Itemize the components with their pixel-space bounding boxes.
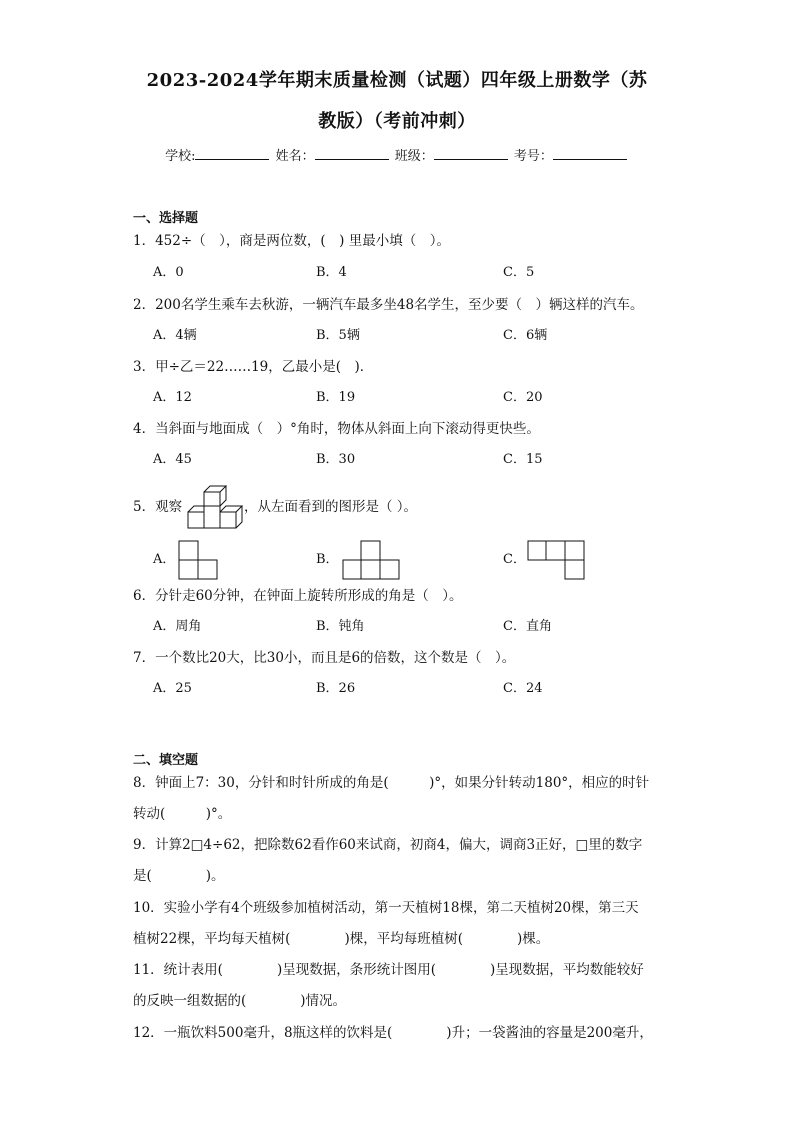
q1-option-c[interactable]: C．5	[503, 265, 535, 280]
q2-option-b[interactable]: B．5辆	[316, 328, 360, 343]
school-blank[interactable]	[195, 147, 269, 160]
q3-option-a[interactable]: A．12	[153, 390, 192, 405]
q2-option-a[interactable]: A．4辆	[153, 328, 197, 343]
q6-option-b[interactable]: B．钝角	[316, 619, 365, 634]
section-heading-fill-in: 二、填空题	[133, 753, 199, 768]
question-6: 6．分针走60分钟，在钟面上旋转所形成的角是（ ）。	[133, 588, 463, 604]
student-info-row	[0, 145, 794, 164]
question-5-after: ，从左面看到的图形是（ ）。	[244, 499, 418, 515]
school-label: 学校:	[165, 149, 196, 164]
q2-option-c[interactable]: C．6辆	[503, 328, 548, 343]
q7-option-c[interactable]: C．24	[503, 681, 543, 696]
section-heading-choice: 一、选择题	[133, 211, 199, 226]
question-9-line1: 9．计算2□4÷62，把除数62看作60来试商，初商4，偏大，调商3正好，□里的数字	[133, 837, 643, 853]
question-4: 4．当斜面与地面成（ ）°角时，物体从斜面上向下滚动得更快些。	[133, 421, 540, 437]
cube-stack-figure	[184, 484, 244, 532]
q3-option-b[interactable]: B．19	[316, 390, 356, 405]
exam-number-label: 考号：	[513, 149, 553, 164]
exam-title-line1: 2023-2024学年期末质量检测（试题）四年级上册数学（苏	[146, 70, 648, 91]
q5-option-b-figure	[342, 540, 400, 580]
q1-option-a[interactable]: A．0	[153, 265, 184, 280]
q5-option-b[interactable]: B．	[316, 552, 339, 567]
q5-option-c-figure	[527, 540, 585, 580]
q6-option-a[interactable]: A．周角	[153, 619, 202, 634]
question-10-line1: 10．实验小学有4个班级参加植树活动，第一天植树18棵，第二天植树20棵，第三天	[133, 900, 639, 916]
question-10-line2: 植树22棵，平均每天植树( )棵，平均每班植树( )棵。	[133, 931, 550, 947]
q7-option-a[interactable]: A．25	[153, 681, 192, 696]
question-9-line2: 是( )。	[133, 868, 225, 884]
question-7: 7．一个数比20大，比30小，而且是6的倍数，这个数是（ ）。	[133, 650, 516, 666]
question-12-line1: 12．一瓶饮料500毫升，8瓶这样的饮料是( )升；一袋酱油的容量是200毫升，	[133, 1025, 653, 1041]
q7-option-b[interactable]: B．26	[316, 681, 356, 696]
q4-option-a[interactable]: A．45	[153, 452, 192, 467]
question-1: 1．452÷（ ），商是两位数，( ) 里最小填（ ）。	[133, 233, 450, 249]
q5-option-a-figure	[178, 540, 218, 580]
q4-option-b[interactable]: B．30	[316, 452, 356, 467]
q1-option-b[interactable]: B．4	[316, 265, 347, 280]
question-8-line1: 8．钟面上7：30，分针和时针所成的角是( )°，如果分针转动180°，相应的时针	[133, 775, 650, 791]
q6-option-c[interactable]: C．直角	[503, 619, 552, 634]
question-8-line2: 转动( )°。	[133, 806, 232, 822]
question-2: 2．200名学生乘车去秋游，一辆汽车最多坐48名学生，至少要（ ）辆这样的汽车。	[133, 297, 644, 313]
name-blank[interactable]	[315, 147, 389, 160]
question-5-before: 5．观察	[133, 499, 183, 515]
name-label: 姓名：	[275, 149, 315, 164]
question-11-line2: 的反映一组数据的( )情况。	[133, 993, 347, 1009]
q5-option-a[interactable]: A．	[153, 552, 176, 567]
exam-number-blank[interactable]	[553, 147, 627, 160]
class-label: 班级：	[394, 149, 434, 164]
class-blank[interactable]	[434, 147, 508, 160]
q5-option-c[interactable]: C．	[503, 552, 526, 567]
q3-option-c[interactable]: C．20	[503, 390, 543, 405]
exam-title-line2: 教版）（考前冲刺）	[318, 111, 476, 132]
q4-option-c[interactable]: C．15	[503, 452, 543, 467]
question-3: 3．甲÷乙＝22……19，乙最小是( )．	[133, 359, 374, 375]
question-11-line1: 11．统计表用( )呈现数据，条形统计图用( )呈现数据，平均数能较好	[133, 962, 644, 978]
